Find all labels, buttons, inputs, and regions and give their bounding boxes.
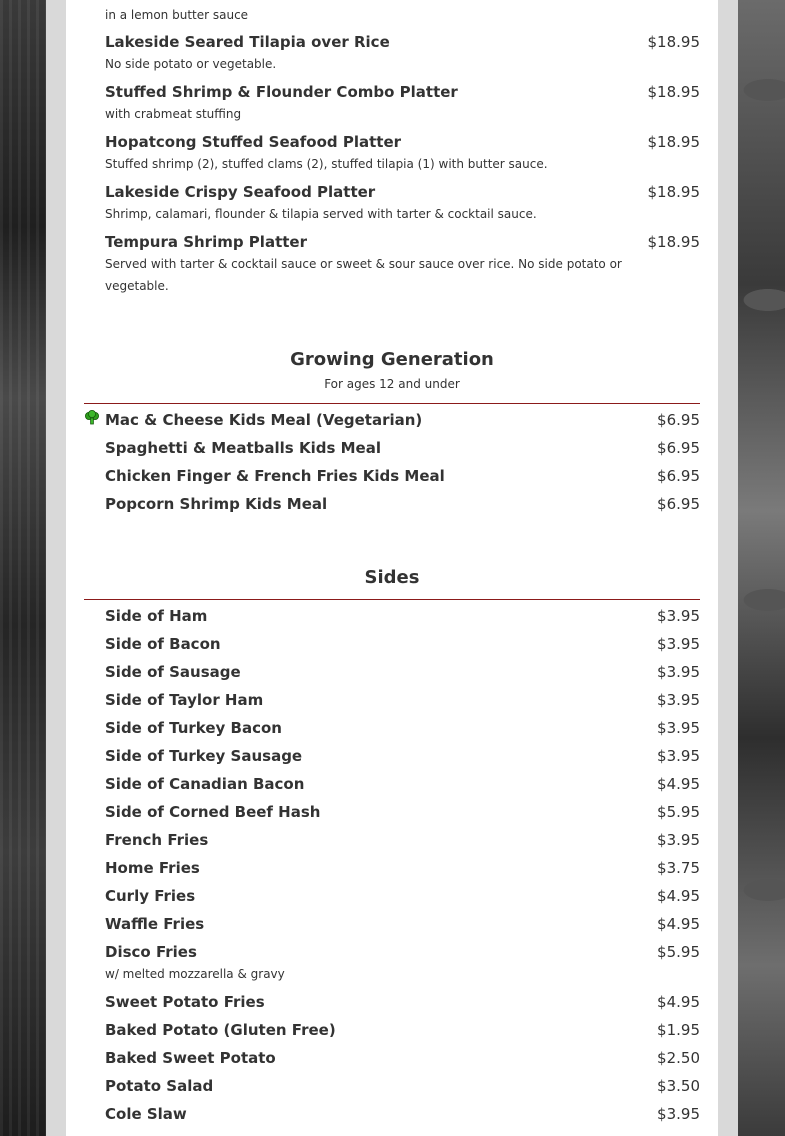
item-name: Lakeside Seared Tilapia over Rice	[105, 33, 390, 51]
item-price: $6.95	[657, 467, 700, 485]
section-title: Sides	[364, 567, 420, 588]
item-name: Popcorn Shrimp Kids Meal	[105, 495, 328, 513]
item-name: Side of Sausage	[105, 663, 241, 681]
item-description: Served with tarter & cocktail sauce or sweet & sour sauce over rice. No side potato or vegetable.	[105, 257, 622, 293]
item-price: $18.95	[647, 133, 700, 151]
item-name: Waffle Fries	[105, 915, 205, 933]
item-price: $1.95	[657, 1021, 700, 1039]
item-name: Chicken Finger & French Fries Kids Meal	[105, 467, 445, 485]
item-name: Hopatcong Stuffed Seafood Platter	[105, 133, 402, 151]
item-price: $4.95	[657, 993, 700, 1011]
item-name: Side of Turkey Sausage	[105, 747, 303, 765]
broccoli-icon	[84, 410, 100, 426]
item-price: $18.95	[647, 83, 700, 101]
item-price: $4.95	[657, 915, 700, 933]
item-name: Baked Potato (Gluten Free)	[105, 1021, 336, 1039]
item-name: Side of Turkey Bacon	[105, 719, 282, 737]
item-price: $5.95	[657, 803, 700, 821]
item-name: Home Fries	[105, 859, 200, 877]
item-name: French Fries	[105, 831, 209, 849]
item-price: $18.95	[647, 233, 700, 251]
item-name: Side of Taylor Ham	[105, 691, 264, 709]
item-description: No side potato or vegetable.	[105, 57, 277, 71]
item-price: $3.95	[657, 635, 700, 653]
item-name: Side of Corned Beef Hash	[105, 803, 321, 821]
item-name: Cole Slaw	[105, 1105, 187, 1123]
item-price: $3.75	[657, 859, 700, 877]
section-divider	[84, 403, 700, 404]
item-name: Potato Salad	[105, 1077, 214, 1095]
item-price: $5.95	[657, 943, 700, 961]
item-name: Sweet Potato Fries	[105, 993, 265, 1011]
item-name: Lakeside Crispy Seafood Platter	[105, 183, 376, 201]
menu-card	[66, 0, 718, 1136]
item-name: Curly Fries	[105, 887, 196, 905]
item-description: Shrimp, calamari, flounder & tilapia served with tarter & cocktail sauce.	[105, 207, 537, 221]
item-price: $2.50	[657, 1049, 700, 1067]
item-name: Disco Fries	[105, 943, 197, 961]
item-price: $3.95	[657, 831, 700, 849]
item-price: $6.95	[657, 495, 700, 513]
item-price: $3.95	[657, 747, 700, 765]
item-name: Tempura Shrimp Platter	[105, 233, 307, 251]
item-name: Stuffed Shrimp & Flounder Combo Platter	[105, 83, 458, 101]
item-name: Side of Canadian Bacon	[105, 775, 305, 793]
item-name: Side of Ham	[105, 607, 208, 625]
item-name: Mac & Cheese Kids Meal (Vegetarian)	[105, 411, 423, 429]
item-price: $3.50	[657, 1077, 700, 1095]
section-divider	[84, 599, 700, 600]
item-price: $4.95	[657, 775, 700, 793]
item-price: $3.95	[657, 663, 700, 681]
item-price: $18.95	[647, 33, 700, 51]
item-price: $6.95	[657, 439, 700, 457]
section-title: Growing Generation	[290, 349, 494, 370]
item-name: Baked Sweet Potato	[105, 1049, 276, 1067]
item-price: $6.95	[657, 411, 700, 429]
item-price: $3.95	[657, 719, 700, 737]
item-description: Stuffed shrimp (2), stuffed clams (2), stuffed tilapia (1) with butter sauce.	[105, 157, 548, 171]
background-right	[718, 0, 785, 1136]
item-description: in a lemon butter sauce	[105, 8, 249, 22]
item-name: Side of Bacon	[105, 635, 221, 653]
item-price: $4.95	[657, 887, 700, 905]
item-price: $18.95	[647, 183, 700, 201]
item-description: w/ melted mozzarella & gravy	[105, 967, 285, 981]
item-name: Spaghetti & Meatballs Kids Meal	[105, 439, 381, 457]
section-subtitle: For ages 12 and under	[324, 377, 460, 391]
item-price: $3.95	[657, 691, 700, 709]
item-price: $3.95	[657, 1105, 700, 1123]
item-price: $3.95	[657, 607, 700, 625]
item-description: with crabmeat stuffing	[105, 107, 242, 121]
background-left	[0, 0, 66, 1136]
